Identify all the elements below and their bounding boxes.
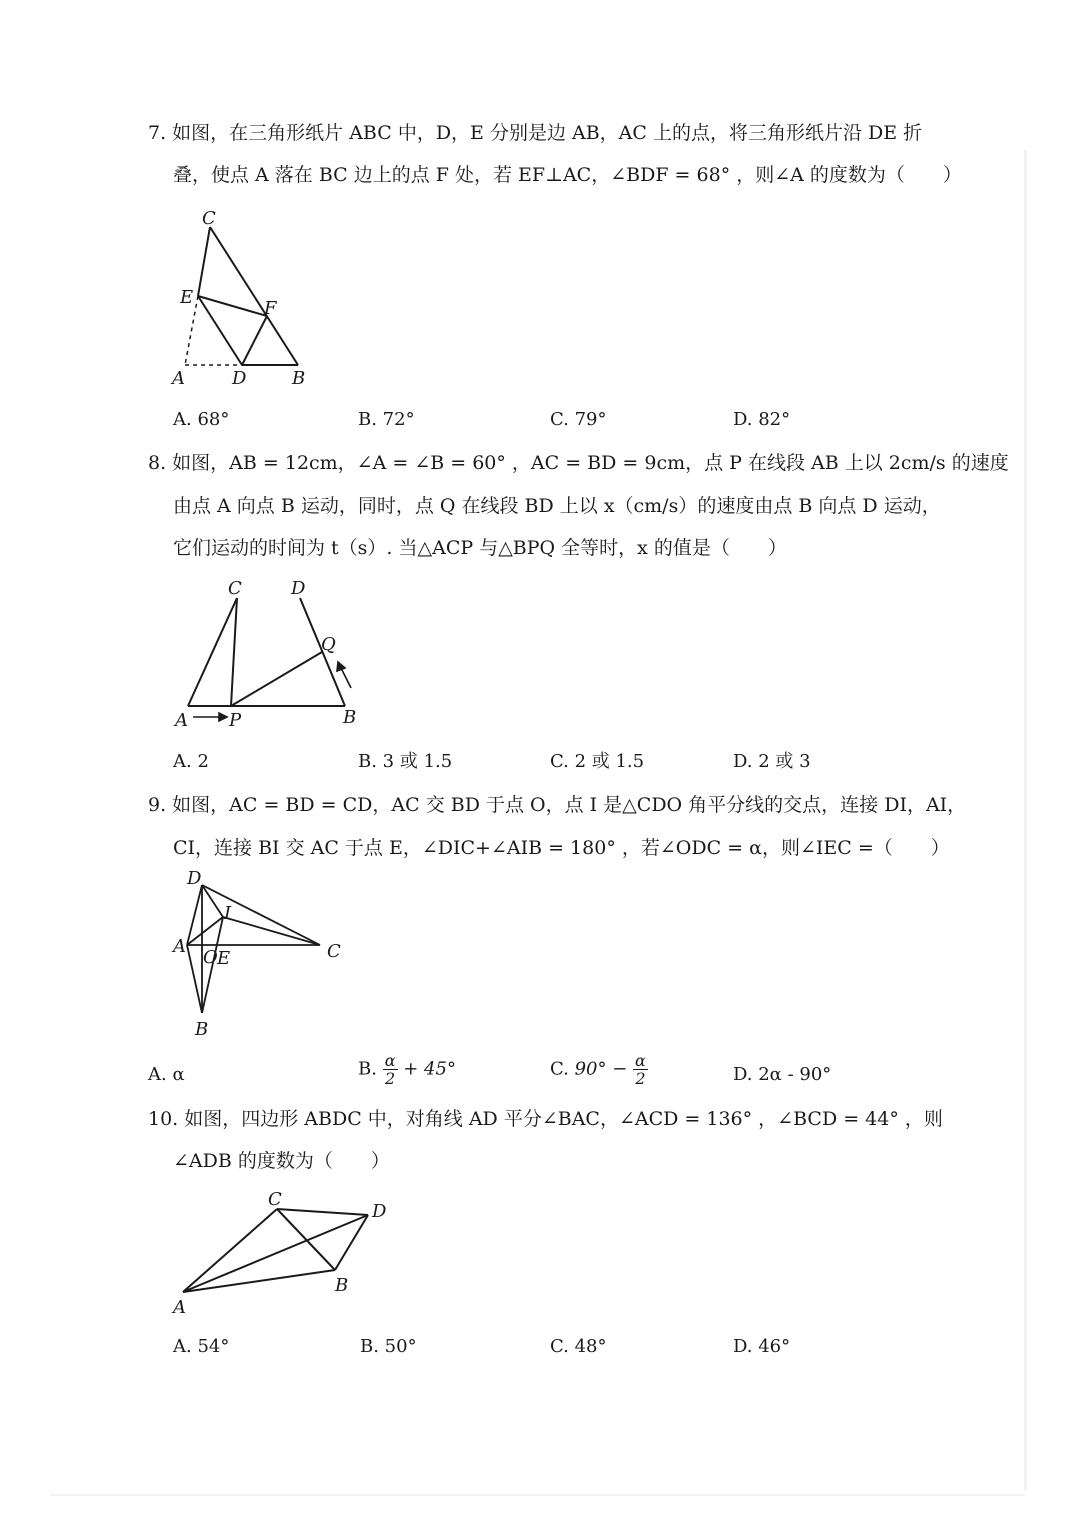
label-a: A: [172, 368, 185, 389]
option-9-c-denominator: 2: [635, 1069, 646, 1088]
segment-cp: [231, 598, 237, 706]
option-9-d: D. 2α - 90°: [733, 1064, 832, 1085]
label-q: Q: [321, 634, 336, 655]
label-d: D: [291, 578, 306, 599]
arrow-p-head: [219, 713, 227, 721]
label-b: B: [335, 1275, 349, 1296]
option-10-a: A. 54°: [173, 1336, 230, 1357]
label-e: E: [217, 948, 231, 969]
label-p: P: [229, 710, 242, 731]
page-edge-bottom: [50, 1494, 1025, 1496]
segment-db: [335, 1215, 368, 1270]
question-8-line-1: 8. 如图，AB = 12cm，∠A = ∠B = 60° ，AC = BD = 9cm，点 P 在线段 AB 上以 2cm/s 的速度: [148, 452, 1009, 474]
label-d: D: [372, 1201, 387, 1222]
arrow-q: [341, 668, 351, 688]
option-8-d: D. 2 或 3: [733, 751, 811, 772]
figure-7: [160, 200, 330, 400]
figure-8: [165, 570, 365, 735]
option-9-b-numerator: α: [384, 1051, 396, 1070]
label-c: C: [327, 941, 341, 962]
option-8-b: B. 3 或 1.5: [358, 751, 453, 772]
label-c: C: [268, 1189, 282, 1210]
option-9-b-prefix: B.: [358, 1058, 377, 1080]
question-8-line-3: 它们运动的时间为 t（s）. 当△ACP 与△BPQ 全等时，x 的值是（ ）: [173, 537, 787, 559]
segment-cb: [210, 227, 298, 365]
label-a: A: [175, 710, 188, 731]
label-d: D: [232, 368, 247, 389]
figure-10: [165, 1185, 405, 1320]
page-edge-right: [1024, 150, 1027, 1490]
option-9-c-fraction: [633, 1052, 648, 1087]
option-10-c: C. 48°: [550, 1336, 607, 1357]
question-9-line-1: 9. 如图，AC = BD = CD，AC 交 BD 于点 O，点 I 是△CDO 角平分线的交点，连接 DI，AI，: [148, 794, 967, 816]
question-9-line-2: CI，连接 BI 交 AC 于点 E，∠DIC+∠AIB = 180° ，若∠ODC = α，则∠IEC =（ ）: [173, 837, 950, 859]
label-i: I: [224, 903, 232, 924]
option-9-c-numerator: α: [635, 1051, 646, 1070]
segment-pq: [231, 652, 322, 706]
question-8-line-2: 由点 A 向点 B 运动，同时，点 Q 在线段 BD 上以 x（cm/s）的速度由点 B 向点 D 运动，: [173, 495, 941, 517]
question-7-line-1: 7. 如图，在三角形纸片 ABC 中，D，E 分别是边 AB，AC 上的点，将三角形纸片沿 DE 折: [148, 122, 923, 144]
option-9-b-denominator: 2: [385, 1069, 396, 1088]
question-7-line-2: 叠，使点 A 落在 BC 边上的点 F 处，若 EF⊥AC，∠BDF = 68° ，则∠A 的度数为（ ）: [173, 164, 962, 186]
question-10-line-2: ∠ADB 的度数为（ ）: [173, 1150, 390, 1172]
segment-ab: [183, 1270, 335, 1292]
option-7-a: A. 68°: [173, 409, 230, 430]
option-10-d: D. 46°: [733, 1336, 791, 1357]
option-9-b: [358, 1052, 456, 1087]
label-a: A: [173, 1297, 186, 1318]
arrow-q-head: [337, 662, 345, 671]
label-d: D: [187, 868, 202, 889]
label-c: C: [228, 578, 242, 599]
segment-ab: [187, 945, 202, 1013]
label-f: F: [264, 298, 277, 319]
question-10-line-1: 10. 如图，四边形 ABDC 中，对角线 AD 平分∠BAC，∠ACD = 136° ，∠BCD = 44° ，则: [148, 1108, 943, 1130]
label-c: C: [202, 208, 216, 229]
label-o: O: [203, 947, 218, 968]
option-9-b-fraction: [383, 1052, 398, 1087]
label-b: B: [343, 707, 357, 728]
segment-fd: [242, 316, 267, 365]
option-9-c-lead: 90° −: [574, 1058, 628, 1080]
option-10-b: B. 50°: [360, 1336, 417, 1357]
segment-ac: [188, 598, 237, 706]
option-9-b-suffix: + 45°: [403, 1058, 456, 1080]
option-9-c: [550, 1052, 648, 1087]
option-9-c-prefix: C.: [550, 1058, 569, 1080]
segment-cb: [277, 1209, 335, 1270]
label-e: E: [180, 287, 194, 308]
option-8-a: A. 2: [173, 751, 209, 772]
option-7-c: C. 79°: [550, 409, 607, 430]
option-7-d: D. 82°: [733, 409, 791, 430]
figure-9: [165, 865, 365, 1045]
segment-cd: [277, 1209, 368, 1215]
option-8-c: C. 2 或 1.5: [550, 751, 645, 772]
label-b: B: [195, 1019, 209, 1040]
label-b: B: [292, 368, 306, 389]
label-a: A: [173, 936, 186, 957]
option-7-b: B. 72°: [358, 409, 415, 430]
segment-ca: [198, 227, 210, 296]
option-9-a: A. α: [148, 1064, 185, 1085]
